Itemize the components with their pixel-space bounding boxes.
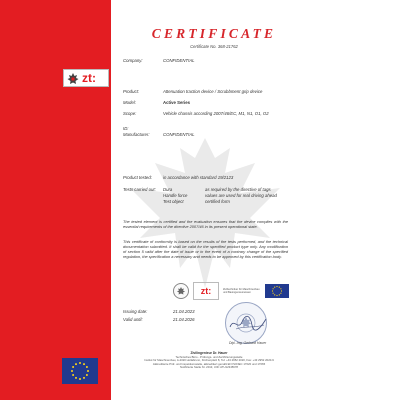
signature-icon xyxy=(228,313,268,333)
issuing-date-label: Issuing date: xyxy=(123,309,148,314)
conformity-paragraph: This certificate of conformity is based on the results of the tests performed, and the technical documentation submitted. It shall be valid for the specified product type only. Any modification of section 5 valid after the date of issue or in the event of a contrary change of the specified regulation, the specification a necessary and needs to be approved by this certification body. xyxy=(123,239,288,259)
tests-value-2: certified form xyxy=(205,199,230,204)
eu-flag-small-icon xyxy=(265,284,289,298)
certificate-number: Certificate No. 368-21762 xyxy=(190,44,238,49)
id-label: ID: xyxy=(123,126,129,131)
valid-until-label: Valid until: xyxy=(123,317,143,322)
model-label: Model: xyxy=(123,100,136,105)
manufacturer-value: CONFIDENTIAL xyxy=(163,132,195,137)
logo-caption: Ziviltechniker für Maschinenbau und Bauingenieurwesen xyxy=(223,288,260,294)
issuer-footer xyxy=(123,352,295,370)
austria-seal-icon xyxy=(173,283,189,299)
eu-flag-icon xyxy=(62,358,98,384)
footer-line-1: Zivilingenieur Dr. Hauer xyxy=(190,351,228,355)
eagle-watermark-icon xyxy=(120,118,290,298)
issuer-logo xyxy=(63,69,109,87)
model-value: Active Series xyxy=(163,100,190,105)
manufacturer-label: Manufacturer: xyxy=(123,132,150,137)
tests-value-0: as required by the directive of tags xyxy=(205,187,271,192)
tested-value: in accordance with standard 19/2123 xyxy=(163,175,234,180)
tests-value-1: values are used for real driving ahead xyxy=(205,193,277,198)
issuing-date-value: 21.04.2023 xyxy=(173,309,195,314)
scope-label: Scope: xyxy=(123,111,137,116)
product-value: Attenuation traction device / Scrubbment grip device xyxy=(163,89,263,94)
accreditation-logos xyxy=(173,281,291,301)
tests-label: Tests carried out: xyxy=(123,187,156,192)
certificate-title: CERTIFICATE xyxy=(151,26,277,41)
product-label: Product: xyxy=(123,89,140,94)
tested-label: Product tested: xyxy=(123,175,152,180)
tests-key-1: Handle force xyxy=(163,193,188,198)
footer-line-2: Technisches Büro - Prüfungs- und Zertifizierungsstelle xyxy=(175,354,243,359)
certification-paragraph: The tested element is certified and the evaluation ensures that the device complies with the essential requirements of the directive 2007/46 in its present operational state. xyxy=(123,219,288,229)
footer-line-5: Notifizierte Stelle Nr. 2013, UID: ATU12345678 xyxy=(180,365,238,370)
tests-key-0: Dura xyxy=(163,187,173,192)
zt-logo-text: zt: xyxy=(200,285,212,296)
footer-line-4: Akkreditierte Prüf- und Inspektionsstelle, akkreditiert gemäß EN ISO/IEC 17020 und 17065 xyxy=(152,361,266,366)
valid-until-value: 21.04.2026 xyxy=(173,317,195,322)
red-side-band xyxy=(0,0,111,400)
issuer-logo-text: zt: xyxy=(82,71,96,85)
scope-value: Vehicle chassis according 2007/46/EC, M1, N1, O1, O2 xyxy=(163,111,269,116)
company-label: Company: xyxy=(123,58,143,63)
zt-logo xyxy=(193,282,219,300)
signatory-name: Dipl.-Ing. Gerhard Hauer xyxy=(229,341,267,345)
eagle-logo-icon xyxy=(67,72,79,85)
tests-key-2: Test object xyxy=(163,199,184,204)
company-value: CONFIDENTIAL xyxy=(163,58,195,63)
footer-line-3: Institut für Maschinenbau, A-2020 Hollabrunn, Kirchenplatz 8, Tel: +43 2952 2020, Fax: +43 2952 2020-9 xyxy=(144,358,274,363)
